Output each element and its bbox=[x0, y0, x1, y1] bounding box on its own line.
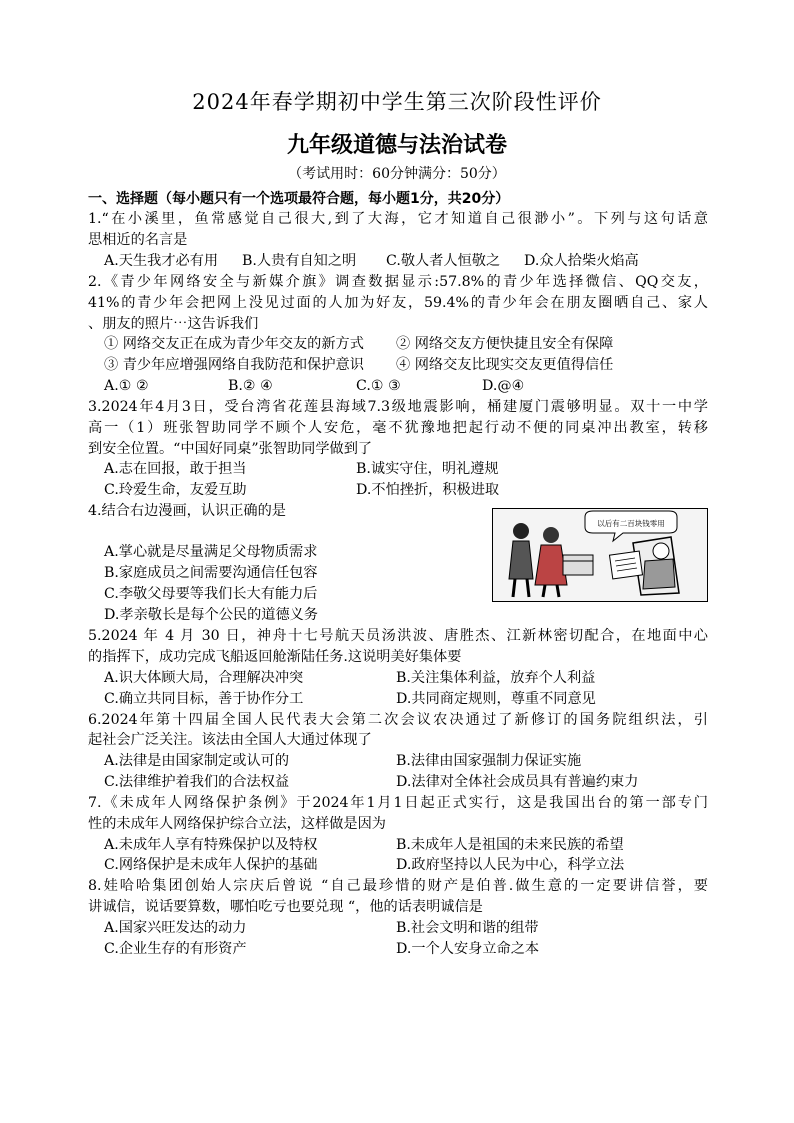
figure-leg-1a bbox=[513, 579, 515, 597]
q6-option-d: D.法律对全体社会成员具有普遍约束力 bbox=[396, 774, 639, 790]
q2-stem-line3: 、朋友的照片⋯这告诉我们 bbox=[88, 316, 259, 332]
q2-statement-4: ④ 网络交友比现实交友更值得信任 bbox=[396, 357, 614, 373]
q4-option-a: A.掌心就是尽量满足父母物质需求 bbox=[104, 544, 318, 560]
q3-option-b: B.诚实守住，明礼遵规 bbox=[356, 461, 499, 477]
q6-stem-line2: 起社会广泛关注。该法由全国人大通过体现了 bbox=[88, 732, 372, 748]
q2-statement-1: ① 网络交友正在成为青少年交友的新方式 bbox=[104, 336, 364, 352]
q3-stem-line3: 到安全位置。“中国好同桌”张智助同学做到了 bbox=[88, 441, 373, 457]
exam-subject-title: 九年级道德与法治试卷 bbox=[286, 133, 507, 158]
q2-statement-3: ③ 青少年应增强网络自我防范和保护意识 bbox=[104, 357, 364, 373]
q8-option-d: D.一个人安身立命之本 bbox=[396, 941, 540, 957]
q4-option-d: D.孝亲敬长是每个公民的道德义务 bbox=[104, 607, 319, 623]
q2-stem-line1: 2.《青少年网络安全与新媒介旗》调查数据显示:57.8%的青少年选择微信、QQ交友， bbox=[88, 274, 708, 290]
parent-head bbox=[653, 543, 669, 559]
q2-option-b: B.② ④ bbox=[228, 378, 273, 394]
figure-leg-1b bbox=[527, 579, 529, 597]
q8-option-b: B.社会文明和谐的组带 bbox=[396, 920, 539, 936]
q3-option-a: A.志在回报，敢于担当 bbox=[104, 461, 247, 477]
figure-body-2 bbox=[535, 545, 567, 585]
exam-info: （考试用时：60分钟满分：50分） bbox=[288, 166, 506, 182]
figure-leg-2b bbox=[557, 585, 559, 597]
q3-option-c: C.玲爱生命，友爱互助 bbox=[104, 482, 247, 498]
q1-option-c: C.敬人者人恒敬之 bbox=[386, 253, 501, 269]
family-cartoon-image bbox=[492, 508, 708, 602]
section-heading: 一、选择题（每小题只有一个选项最符合题，每小题1分，共20分） bbox=[88, 191, 510, 207]
q5-option-a: A.识大体顾大局，合理解决冲突 bbox=[104, 670, 304, 686]
q5-stem-line1: 5.2024 年 4 月 30 日，神舟十七号航天员汤洪波、唐胜杰、江新林密切配合，在地面中心 bbox=[88, 628, 708, 644]
q4-option-b: B.家庭成员之间需要沟通信任包容 bbox=[104, 565, 318, 581]
q8-option-c: C.企业生存的有形资产 bbox=[104, 941, 247, 957]
q6-option-c: C.法律维护着我们的合法权益 bbox=[104, 774, 290, 790]
q2-option-d: D.@④ bbox=[482, 378, 525, 394]
q7-stem-line2: 性的未成年人网络保护综合立法，这样做是因为 bbox=[88, 816, 386, 832]
q3-option-d: D.不怕挫折，积极进取 bbox=[356, 482, 500, 498]
figure-head-1 bbox=[513, 523, 529, 539]
q7-stem-line1: 7.《未成年人网络保护条例》于2024年1月1日起正式实行，这是我国出台的第一部专门 bbox=[88, 795, 708, 811]
q1-stem-line2: 思相近的名言是 bbox=[88, 232, 188, 248]
q7-option-a: A.未成年人享有特殊保护以及特权 bbox=[104, 837, 318, 853]
parent-body bbox=[643, 559, 675, 589]
q5-option-d: D.共同商定规则，尊重不同意见 bbox=[396, 691, 596, 707]
q2-option-c: C.① ③ bbox=[356, 378, 401, 394]
q1-option-b: B.人贵有自知之明 bbox=[242, 253, 357, 269]
q5-option-b: B.关注集体利益，放弃个人利益 bbox=[396, 670, 596, 686]
q2-stem-line2: 41%的青少年会把网上没见过面的人加为好友，59.4%的青少年会在朋友圈晒自己、家人 bbox=[88, 295, 708, 311]
q6-option-a: A.法律是由国家制定或认可的 bbox=[104, 753, 290, 769]
q1-stem-line1: 1.“在小溪里，鱼常感觉自己很大,到了大海，它才知道自己很渺小”。下列与这句话意 bbox=[88, 211, 708, 227]
q5-option-c: C.确立共同目标，善于协作分工 bbox=[104, 691, 304, 707]
q7-option-c: C.网络保护是未成年人保护的基础 bbox=[104, 857, 318, 873]
gift-box bbox=[563, 555, 593, 575]
q4-stem: 4.结合右边漫画，认识正确的是 bbox=[88, 503, 286, 519]
figure-head-2 bbox=[543, 527, 559, 543]
q4-option-c: C.李敬父母要等我们长大有能力后 bbox=[104, 586, 318, 602]
figure-body-1 bbox=[509, 541, 533, 579]
newspaper bbox=[609, 551, 642, 579]
q3-stem-line2: 高一（1）班张智助同学不顾个人安危，毫不犹豫地把起行动不便的同桌冲出教室，转移 bbox=[88, 420, 708, 436]
exam-header-title: 2024年春学期初中学生第三次阶段性评价 bbox=[192, 90, 602, 114]
q7-option-d: D.政府坚持以人民为中心，科学立法 bbox=[396, 857, 625, 873]
q2-statement-2: ② 网络交友方便快捷且安全有保障 bbox=[396, 336, 614, 352]
q8-option-a: A.国家兴旺发达的动力 bbox=[104, 920, 247, 936]
q2-option-a: A.① ② bbox=[104, 378, 149, 394]
figure-leg-2a bbox=[543, 585, 545, 597]
q6-option-b: B.法律由国家强制力保证实施 bbox=[396, 753, 582, 769]
q1-option-d: D.众人拾柴火焰高 bbox=[524, 253, 639, 269]
q6-stem-line1: 6.2024年第十四届全国人民代表大会第二次会议农决通过了新修订的国务院组织法，引 bbox=[88, 712, 708, 728]
q3-stem-line1: 3.2024年4月3日，受台湾省花莲县海域7.3级地震影响，桶建厦门震够明显。双十一中学 bbox=[88, 399, 708, 415]
cartoon-caption: 以后有二百块钱零用 bbox=[597, 519, 665, 528]
q7-option-b: B.未成年人是祖国的未来民族的希望 bbox=[396, 837, 624, 853]
q1-option-a: A.天生我才必有用 bbox=[104, 253, 219, 269]
q8-stem-line2: 讲诚信，说话要算数，哪怕吃亏也要兑现 “，他的话表明诚信是 bbox=[88, 899, 483, 915]
q5-stem-line2: 的指挥下，成功完成飞船返回舱渐陆任务.这说明美好集体要 bbox=[88, 649, 462, 665]
q8-stem-line1: 8.娃哈哈集团创始人宗庆后曾说 “自己最珍惜的财产是伯普.做生意的一定要讲信誉，要 bbox=[88, 878, 708, 894]
cartoon-drawing bbox=[493, 509, 707, 601]
